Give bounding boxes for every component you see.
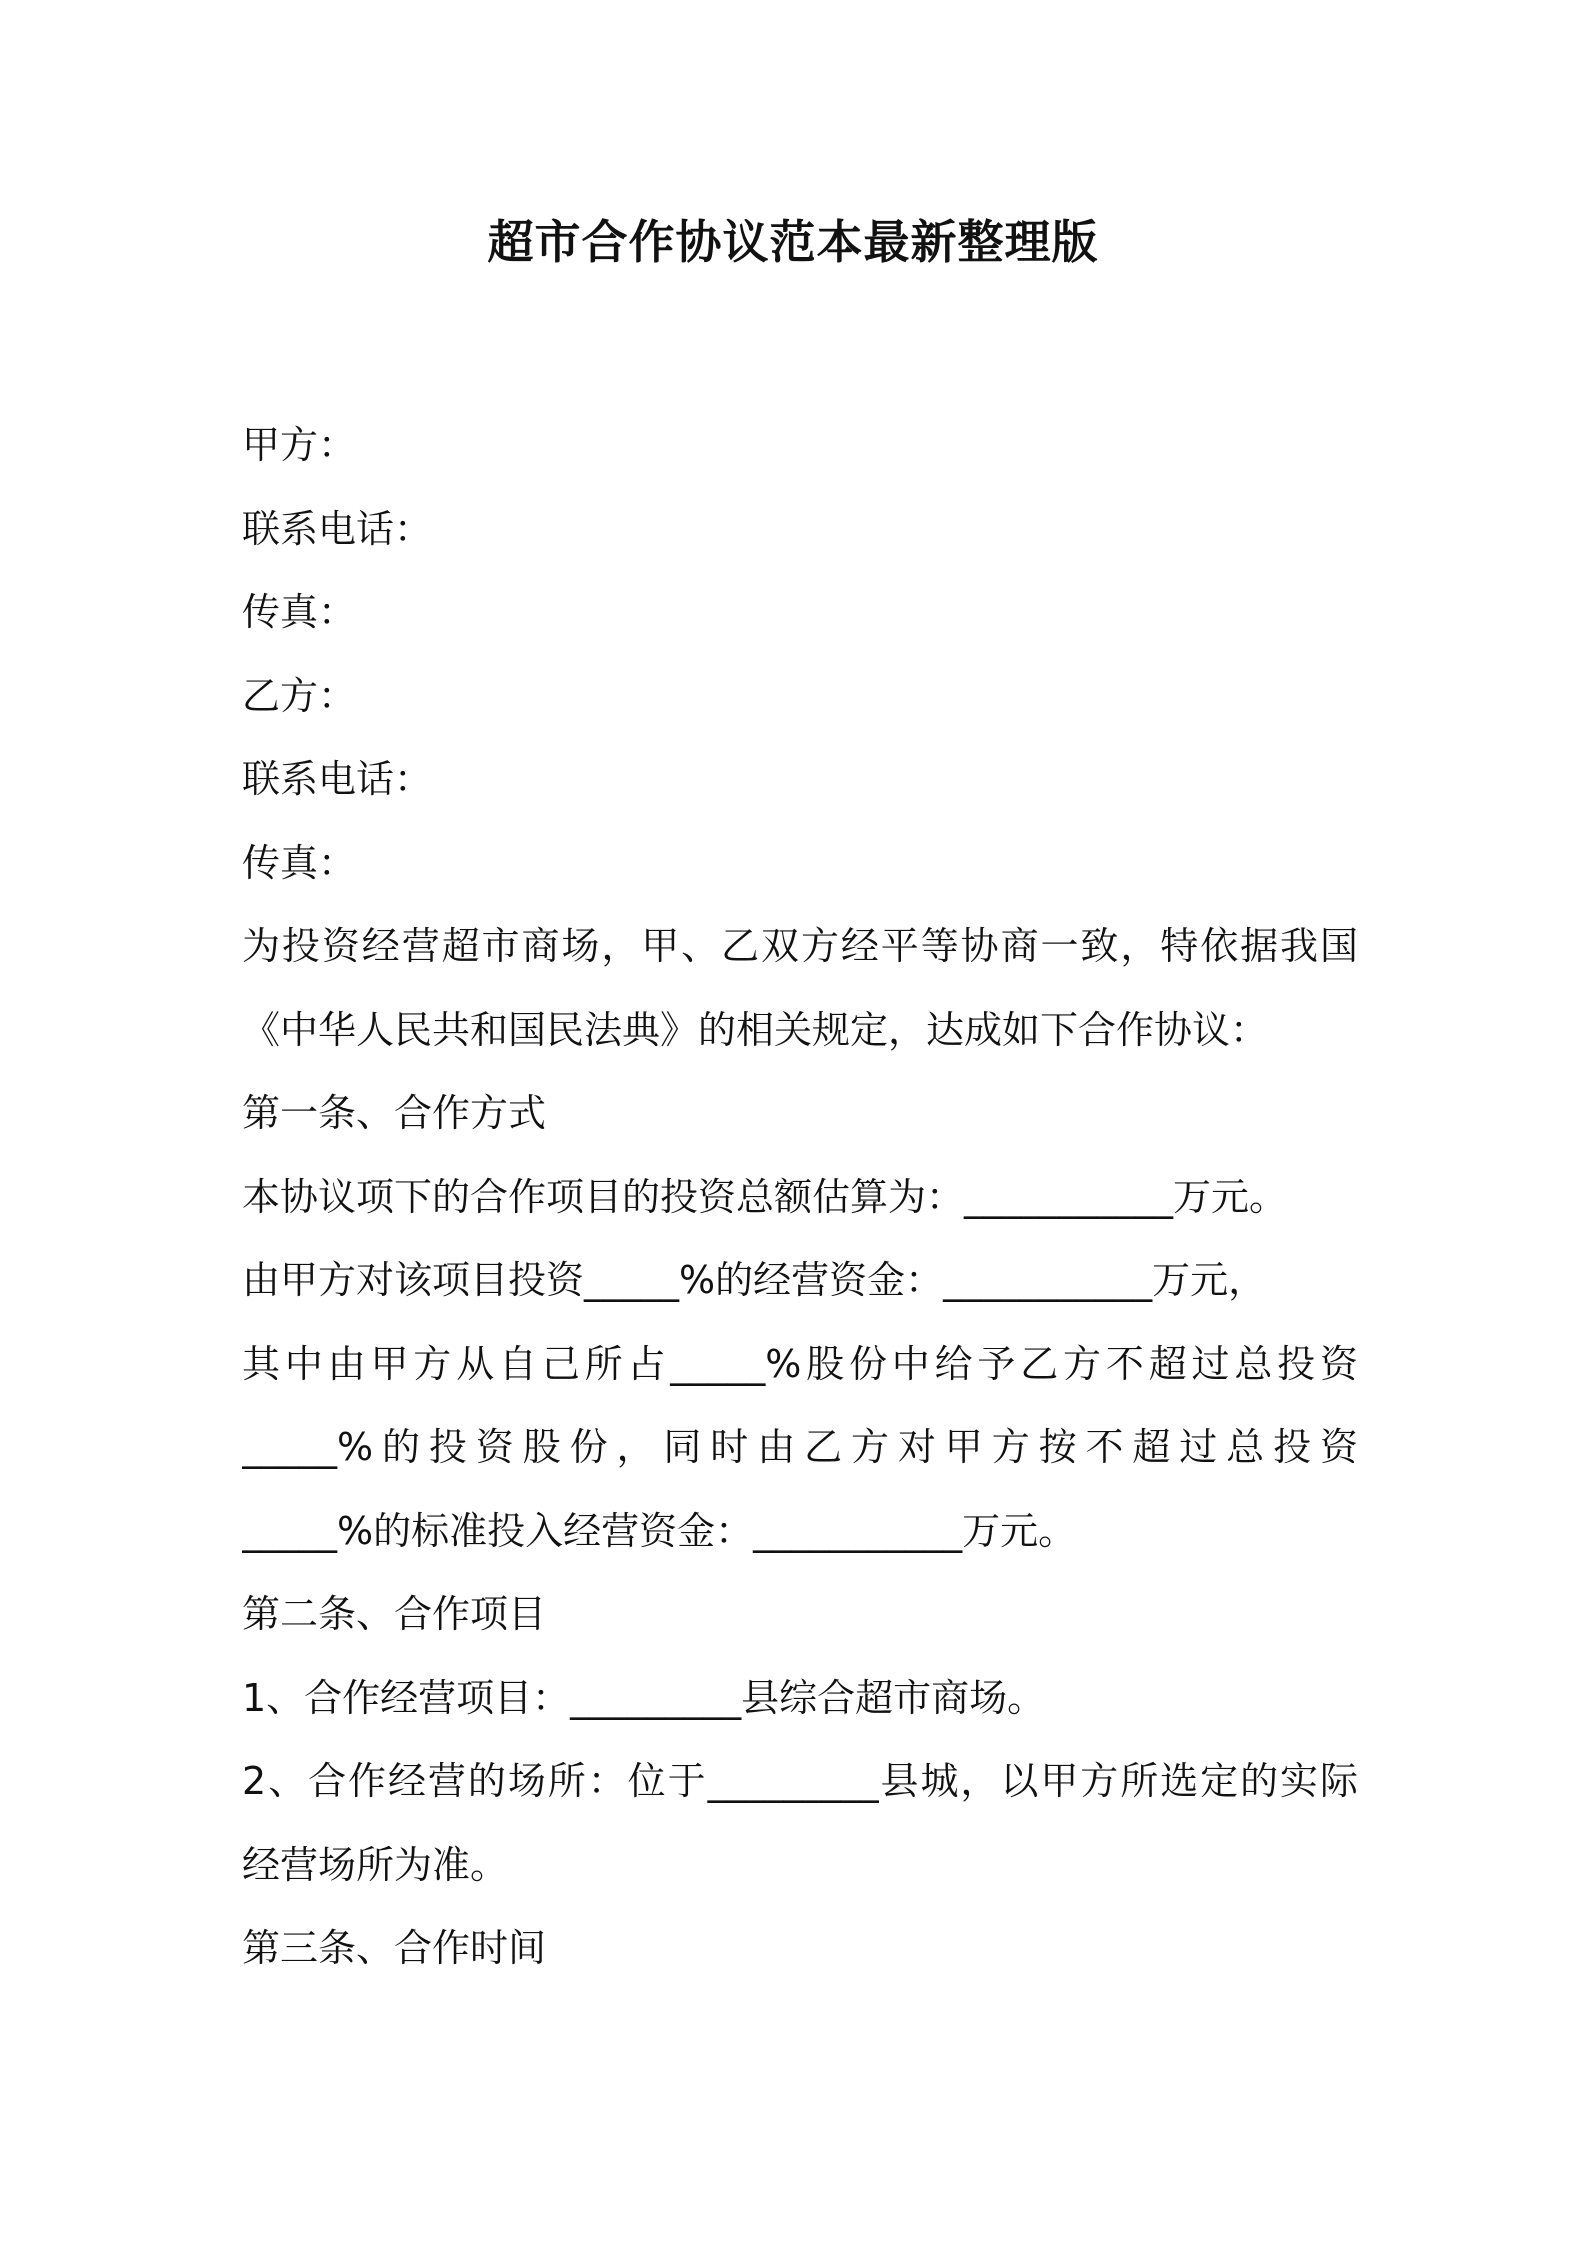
party-a-label: 甲方： [242,423,357,467]
article-2-item-1: 1、合作经营项目：_________县综合超市商场。 [242,1675,1046,1720]
article-2-heading: 第二条、合作项目 [242,1592,547,1636]
article-3-heading: 第三条、合作时间 [242,1926,547,1970]
article-2-item-2-line-2: 经营场所为准。 [242,1842,509,1887]
document-body [242,404,1358,1991]
article-1-heading: 第一条、合作方式 [242,1091,547,1135]
article-2-item-2-line-1: 2、合作经营的场所：位于_________县城，以甲方所选定的实际 [242,1759,1358,1803]
article-1-line-1: 本协议项下的合作项目的投资总额估算为：___________万元。 [242,1174,1288,1219]
party-a-fax-label: 传真： [242,590,357,634]
article-1-line-5: _____%的标准投入经营资金：___________万元。 [242,1508,1077,1553]
article-1-line-2: 由甲方对该项目投资_____%的经营资金：___________万元， [242,1258,1267,1302]
preamble-line-2: 《中华人民共和国民法典》的相关规定，达成如下合作协议： [242,1007,1269,1052]
preamble-line-1: 为投资经营超市商场，甲、乙双方经平等协商一致，特依据我国 [242,924,1358,968]
party-a-phone-label: 联系电话： [242,506,433,551]
document-title: 超市合作协议范本最新整理版 [487,215,1099,269]
article-1-line-3: 其中由甲方从自己所占_____%股份中给予乙方不超过总投资 [242,1341,1358,1386]
party-b-phone-label: 联系电话： [242,757,433,801]
party-b-fax-label: 传真： [242,840,357,885]
party-b-label: 乙方： [242,673,357,718]
article-1-line-4: _____%的投资股份，同时由乙方对甲方按不超过总投资 [242,1425,1358,1469]
